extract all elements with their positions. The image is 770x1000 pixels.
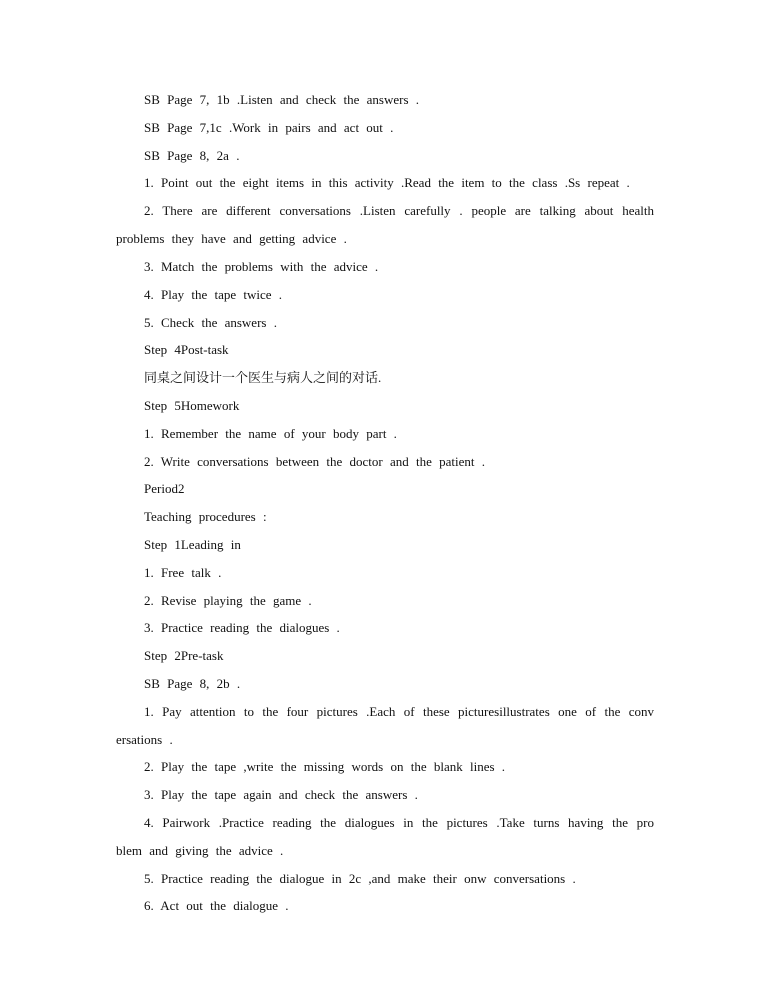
text-line: 3. Match the problems with the advice .: [144, 259, 379, 274]
text-line: 3. Play the tape again and check the answers .: [144, 787, 418, 802]
text-line: 2. There are different conversations .Listen carefully . people are talking about health: [144, 203, 654, 218]
text-line: 1. Point out the eight items in this activity .Read the item to the class .Ss repeat .: [144, 175, 630, 190]
text-line: 5. Practice reading the dialogue in 2c ,and make their onw conversations .: [144, 871, 576, 886]
text-line: 1. Pay attention to the four pictures .Each of these picturesillustrates one of the conv: [144, 704, 654, 719]
step-heading: Step 2Pre-task: [144, 648, 224, 663]
text-line: 1. Remember the name of your body part .: [144, 426, 397, 441]
text-line: SB Page 8, 2b .: [144, 676, 241, 691]
text-line: 2. Revise playing the game .: [144, 593, 312, 608]
text-line: 4. Play the tape twice .: [144, 287, 283, 302]
text-line: SB Page 8, 2a .: [144, 148, 240, 163]
text-line: ersations .: [116, 732, 173, 747]
step-heading: Step 1Leading in: [144, 537, 241, 552]
text-line: 2. Write conversations between the doctor and the patient .: [144, 454, 485, 469]
text-line: SB Page 7, 1b .Listen and check the answers .: [144, 92, 420, 107]
text-line: 4. Pairwork .Practice reading the dialogues in the pictures .Take turns having the pro: [144, 815, 654, 830]
text-line: 1. Free talk .: [144, 565, 222, 580]
period-heading: Period2: [144, 481, 185, 496]
text-line: SB Page 7,1c .Work in pairs and act out .: [144, 120, 394, 135]
text-line: Teaching procedures :: [144, 509, 267, 524]
text-line: 同桌之间设计一个医生与病人之间的对话.: [144, 370, 382, 385]
text-line: 5. Check the answers .: [144, 315, 277, 330]
text-line: 3. Practice reading the dialogues .: [144, 620, 340, 635]
text-line: 2. Play the tape ,write the missing words on the blank lines .: [144, 759, 506, 774]
step-heading: Step 5Homework: [144, 398, 240, 413]
text-line: problems they have and getting advice .: [116, 231, 347, 246]
text-line: blem and giving the advice .: [116, 843, 284, 858]
step-heading: Step 4Post-task: [144, 342, 229, 357]
text-line: 6. Act out the dialogue .: [144, 898, 289, 913]
